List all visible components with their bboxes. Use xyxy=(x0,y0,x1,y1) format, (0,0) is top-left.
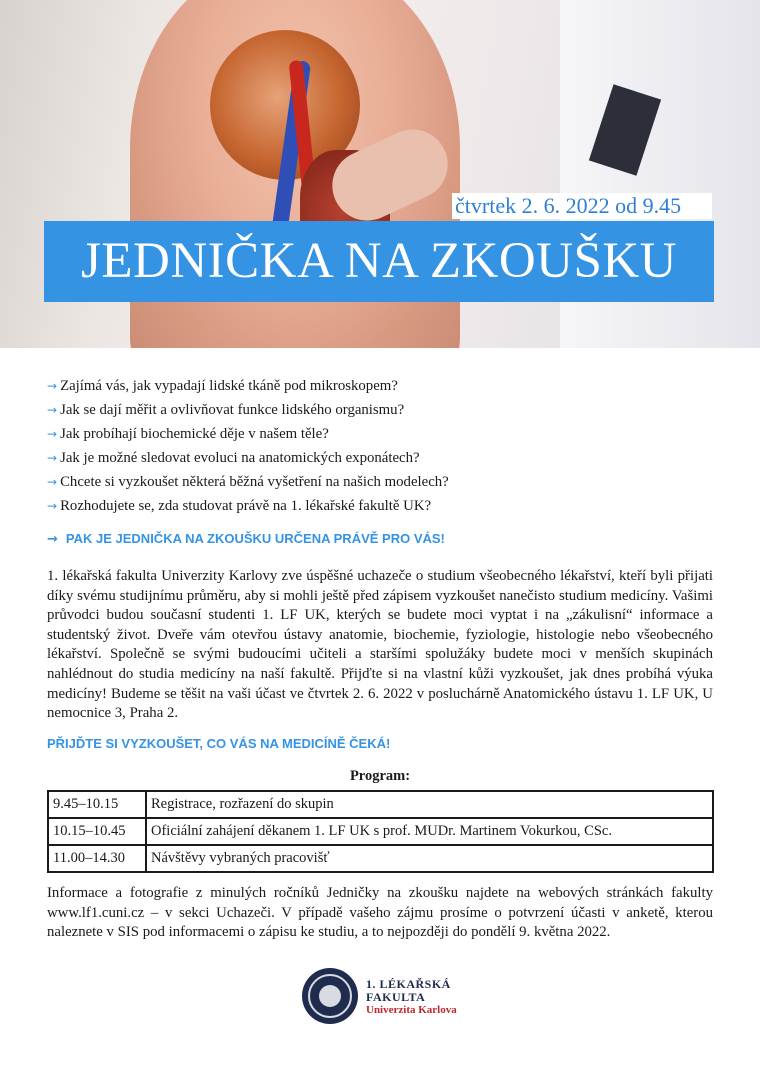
arrow-icon: → xyxy=(47,451,58,465)
list-item: → Jak je možné sledovat evoluci na anatomických exponátech? xyxy=(47,450,420,466)
list-item: → Rozhodujete se, zda studovat právě na 1. lékařské fakultě UK? xyxy=(47,498,432,514)
list-item: → Jak probíhají biochemické děje v našem těle? xyxy=(47,426,329,442)
time-cell: 10.15–10.45 xyxy=(48,818,146,845)
table-row xyxy=(48,845,713,872)
question-list xyxy=(47,374,449,518)
faculty-seal-icon xyxy=(302,968,358,1024)
arrow-icon: → xyxy=(47,379,58,393)
arrow-icon: → xyxy=(47,499,58,513)
table-row xyxy=(48,818,713,845)
arrow-icon: → xyxy=(47,475,58,489)
time-cell: 9.45–10.15 xyxy=(48,791,146,818)
list-item: → Zajímá vás, jak vypadají lidské tkáně pod mikroskopem? xyxy=(47,378,398,394)
description-cell: Návštěvy vybraných pracovišť xyxy=(146,845,713,872)
arrow-icon: → xyxy=(47,532,58,547)
info-paragraph: Informace a fotografie z minulých ročníků Jedničky na zkoušku najdete na webových stránkách fakulty www.lf1.cuni.cz – v sekci Uchazeči. V případě vašeho zájmu prosíme o potvrzení účasti v anketě, kterou naleznete v SIS pod informacemi o zápisu ke studiu, a to nejpozději do pondělí 9. května 2022. xyxy=(47,885,713,941)
page-title: JEDNIČKA NA ZKOUŠKU xyxy=(80,233,678,289)
list-item: → Chcete si vyzkoušet některá běžná vyšetření na našich modelech? xyxy=(47,474,449,490)
logo-text-line2: FAKULTA xyxy=(366,990,426,1004)
event-date: čtvrtek 2. 6. 2022 od 9.45 xyxy=(452,193,712,219)
time-cell: 11.00–14.30 xyxy=(48,845,146,872)
call-to-action-heading: PŘIJĎTE SI VYZKOUŠET, CO VÁS NA MEDICÍNĚ ČEKÁ! xyxy=(47,736,391,751)
arrow-icon: → xyxy=(47,403,58,417)
table-row xyxy=(48,791,713,818)
intro-paragraph: 1. lékařská fakulta Univerzity Karlovy zve úspěšné uchazeče o studium všeobecného lékařství, kteří byli přijati díky svému studijnímu průměru, aby si mohli ještě před zápisem vyzkoušet nanečisto studium medicíny. Vašimi průvodci budou současní studenti 1. LF UK, kterých se budete moci vyptat i na „zákulisní“ informace a studentský život. Dveře vám otevřou ústavy anatomie, biochemie, fyziologie, histologie nebo všeobecného lékařství. Společně se svými budoucími učiteli a staršími spolužáky budete moci v menších skupinách nahlédnout do studia medicíny na naší fakultě. Přijďte si na vlastní kůži vyzkoušet, jak dnes probíhá výuka medicíny! Budeme se těšit na vaši účast ve čtvrtek 2. 6. 2022 v posluchárně Anatomického ústavu 1. LF UK, U nemocnice 3, Praha 2. xyxy=(47,568,713,722)
arrow-icon: → xyxy=(47,427,58,441)
description-cell: Registrace, rozřazení do skupin xyxy=(146,791,713,818)
section-heading: → PAK JE JEDNIČKA NA ZKOUŠKU URČENA PRÁVĚ PRO VÁS! xyxy=(47,531,445,547)
description-cell: Oficiální zahájení děkanem 1. LF UK s prof. MUDr. Martinem Vokurkou, CSc. xyxy=(146,818,713,845)
title-banner xyxy=(44,221,714,302)
logo-text-line3: Univerzita Karlova xyxy=(366,1004,457,1016)
program-table xyxy=(47,790,714,873)
logo-text-line1: 1. LÉKAŘSKÁ xyxy=(366,977,451,991)
list-item: → Jak se dají měřit a ovlivňovat funkce lidského organismu? xyxy=(47,402,405,418)
program-title: Program: xyxy=(349,768,411,784)
